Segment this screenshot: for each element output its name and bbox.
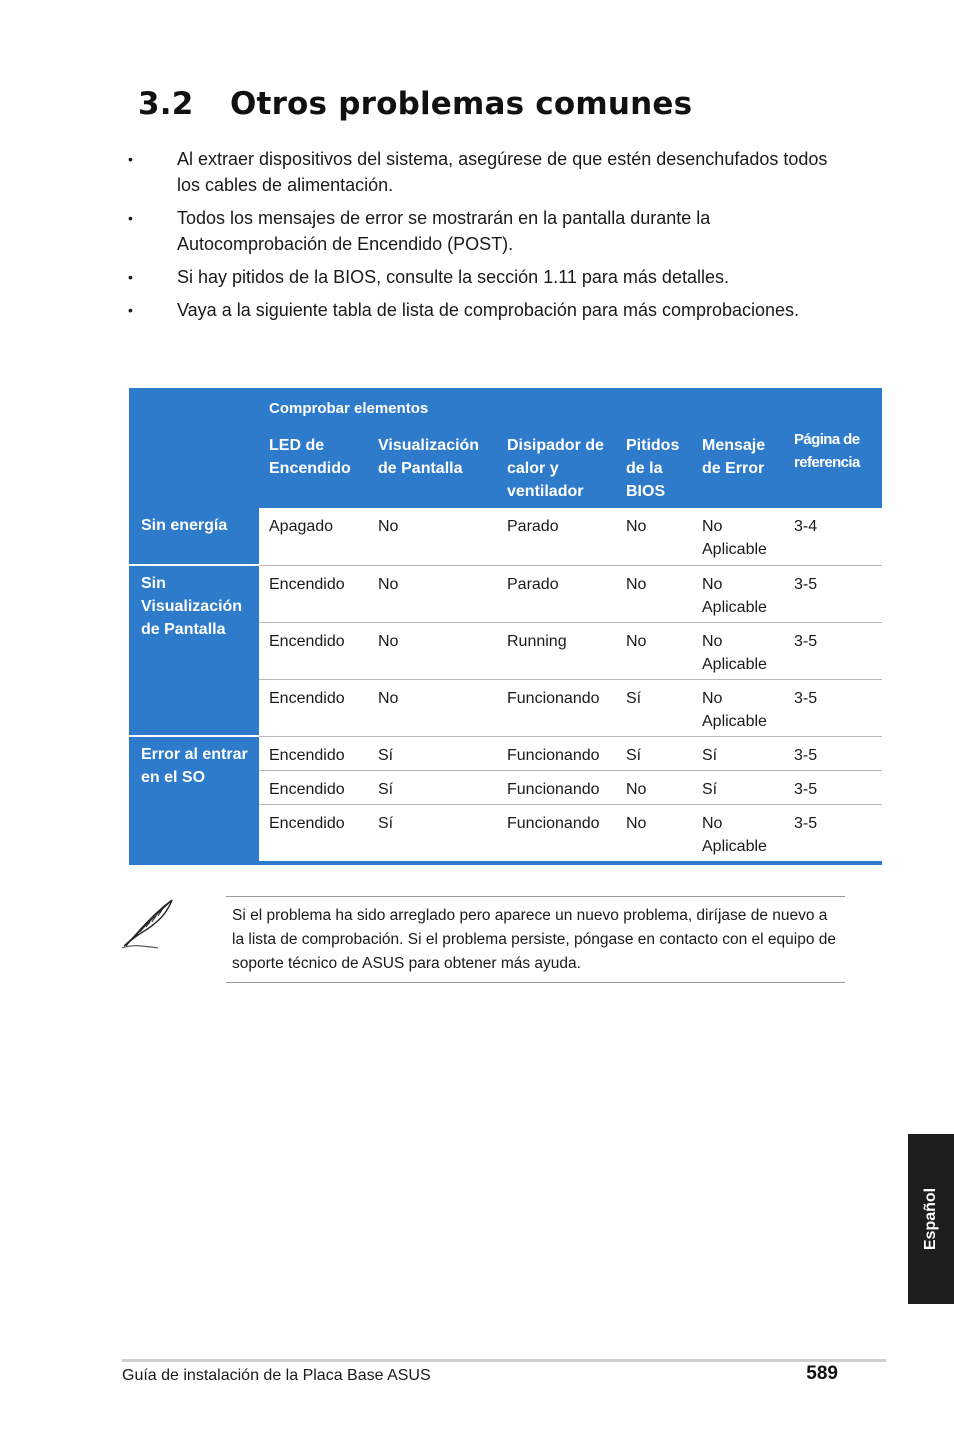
bullet-text: Al extraer dispositivos del sistema, asegúrese de que estén desenchufados todos los cables de alimentación.	[177, 149, 828, 195]
bullet-item	[128, 264, 848, 290]
column-header: Pitidos de la BIOS	[626, 437, 680, 500]
table-cell: No	[616, 565, 692, 622]
table-cell: Apagado	[259, 508, 368, 565]
bullet-dot: •	[128, 269, 133, 285]
page-number: 589	[806, 1363, 838, 1384]
bullet-text: Si hay pitidos de la BIOS, consulte la sección 1.11 para más detalles.	[177, 267, 729, 287]
table-cell: Encendido	[259, 565, 368, 622]
column-header: Disipador de calor y ventilador	[507, 437, 604, 500]
row-group-label: Error al entrar en el SO	[129, 736, 259, 861]
table-cell: No Aplicable	[692, 679, 784, 736]
table-cell: Sí	[692, 736, 784, 770]
table-cell: No	[368, 679, 497, 736]
bullet-text: Vaya a la siguiente tabla de lista de comprobación para más comprobaciones.	[177, 300, 800, 320]
table-cell: Encendido	[259, 679, 368, 736]
table-cell: Encendido	[259, 622, 368, 679]
table-cell: No Aplicable	[692, 508, 784, 565]
table-cell: 3-5	[784, 736, 882, 770]
bullet-list	[128, 146, 848, 330]
table-cell: Funcionando	[497, 770, 616, 804]
column-header: Página de referencia	[794, 431, 860, 471]
row-group-label: Sin Visualización de Pantalla	[129, 565, 259, 736]
table-cell: 3-4	[784, 508, 882, 565]
bullet-dot: •	[128, 302, 133, 318]
table-cell: Funcionando	[497, 804, 616, 861]
table-cell: Parado	[497, 565, 616, 622]
row-group-label: Sin energía	[129, 508, 259, 565]
table-cell: No Aplicable	[692, 565, 784, 622]
section-title-text: Otros problemas comunes	[230, 86, 693, 122]
table-cell: Parado	[497, 508, 616, 565]
language-side-tab	[908, 1134, 954, 1304]
checklist-table-container	[129, 388, 882, 865]
bullet-text: Todos los mensajes de error se mostrarán en la pantalla durante la Autocomprobación de Encendido (POST).	[177, 208, 711, 254]
language-label: Español	[922, 1187, 939, 1251]
table-cell: Sí	[692, 770, 784, 804]
table-cell: Sí	[616, 679, 692, 736]
footer-rule	[122, 1359, 886, 1362]
column-header: Mensaje de Error	[702, 437, 766, 477]
bullet-item	[128, 297, 848, 323]
table-cell: 3-5	[784, 565, 882, 622]
bullet-dot: •	[128, 210, 133, 226]
checklist-table	[129, 388, 882, 861]
table-cell: No	[616, 622, 692, 679]
feather-pen-icon	[118, 896, 178, 952]
table-corner-2	[129, 428, 259, 508]
footer-text: Guía de instalación de la Placa Base ASUS	[122, 1367, 431, 1384]
table-cell: 3-5	[784, 804, 882, 861]
group-header: Comprobar elementos	[269, 400, 429, 417]
bullet-item	[128, 146, 848, 198]
table-cell: 3-5	[784, 622, 882, 679]
table-row	[129, 565, 882, 622]
table-cell: Encendido	[259, 770, 368, 804]
note-bottom-rule	[226, 982, 845, 983]
table-row	[129, 736, 882, 770]
table-cell: No	[616, 804, 692, 861]
table-row	[129, 508, 882, 565]
table-cell: No	[616, 508, 692, 565]
table-cell: Funcionando	[497, 679, 616, 736]
table-cell: Running	[497, 622, 616, 679]
table-cell: No Aplicable	[692, 804, 784, 861]
table-cell: No	[368, 622, 497, 679]
note-text: Si el problema ha sido arreglado pero aparece un nuevo problema, diríjase de nuevo a la lista de comprobación. Si el problema persiste, póngase en contacto con el equipo de soporte técnico de ASUS para obtener más ayuda.	[232, 907, 837, 972]
bullet-item	[128, 205, 848, 257]
table-cell: No	[616, 770, 692, 804]
table-cell: 3-5	[784, 770, 882, 804]
table-cell: 3-5	[784, 679, 882, 736]
section-title	[138, 86, 692, 122]
note-top-rule	[226, 896, 845, 897]
table-cell: Encendido	[259, 736, 368, 770]
table-cell: No	[368, 508, 497, 565]
table-cell: Encendido	[259, 804, 368, 861]
bullet-dot: •	[128, 151, 133, 167]
column-header: Visualización de Pantalla	[378, 437, 480, 477]
table-cell: Sí	[368, 770, 497, 804]
table-cell: Sí	[616, 736, 692, 770]
column-header: LED de Encendido	[269, 437, 351, 477]
table-cell: Sí	[368, 736, 497, 770]
table-cell: Sí	[368, 804, 497, 861]
table-cell: No Aplicable	[692, 622, 784, 679]
table-cell: No	[368, 565, 497, 622]
section-number: 3.2	[138, 86, 194, 122]
table-cell: Funcionando	[497, 736, 616, 770]
table-corner	[129, 388, 259, 428]
